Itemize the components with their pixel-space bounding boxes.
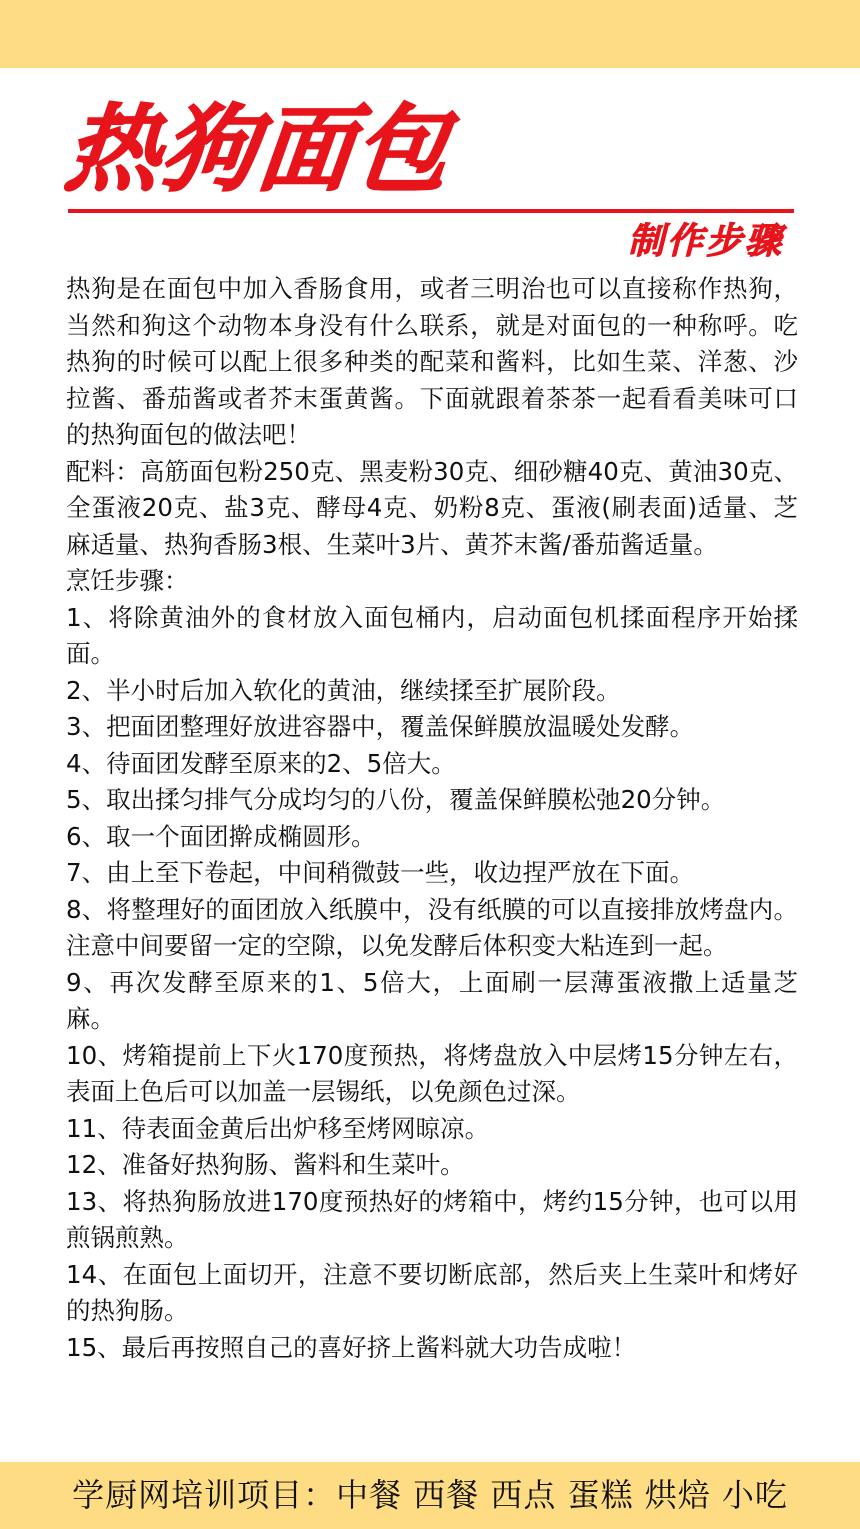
step-item: 2、半小时后加入软化的黄油，继续揉至扩展阶段。 <box>66 675 621 705</box>
step-item: 14、在面包上面切开，注意不要切断底部，然后夹上生菜叶和烤好的热狗肠。 <box>66 1259 798 1325</box>
step-item: 13、将热狗肠放进170度预热好的烤箱中，烤约15分钟，也可以用煎锅煎熟。 <box>66 1186 798 1252</box>
step-item: 12、准备好热狗肠、酱料和生菜叶。 <box>66 1150 465 1179</box>
step-item: 11、待表面金黄后出炉移至烤网晾凉。 <box>66 1113 490 1143</box>
page-title: 热狗面包 <box>60 96 456 205</box>
step-item: 5、取出揉匀排气分成均匀的八份，覆盖保鲜膜松弛20分钟。 <box>66 785 726 814</box>
footer-text: 学厨网培训项目：中餐 西餐 西点 蛋糕 烘焙 小吃 <box>72 1476 788 1514</box>
step-item: 8、将整理好的面团放入纸膜中，没有纸膜的可以直接排放烤盘内。注意中间要留一定的空隙，以免发酵后体积变大粘连到一起。 <box>66 894 798 960</box>
step-item: 10、烤箱提前上下火170度预热，将烤盘放入中层烤15分钟左右，表面上色后可以加盖一层锡纸，以免颜色过深。 <box>66 1040 798 1106</box>
step-item: 1、将除黄油外的食材放入面包桶内，启动面包机揉面程序开始揉面。 <box>66 602 798 668</box>
step-item: 7、由上至下卷起，中间稍微鼓一些，收边捏严放在下面。 <box>66 858 695 887</box>
title-divider <box>68 209 794 213</box>
intro-paragraph: 热狗是在面包中加入香肠食用，或者三明治也可以直接称作热狗，当然和狗这个动物本身没有什么联系，就是对面包的一种称呼。吃热狗的时候可以配上很多种类的配菜和酱料，比如生菜、洋葱、沙拉酱、番茄酱或者芥末蛋黄酱。下面就跟着茶茶一起看看美味可口的热狗面包的做法吧！ <box>66 274 798 449</box>
step-item: 6、取一个面团擀成椭圆形。 <box>66 821 376 851</box>
step-item: 3、把面团整理好放进容器中，覆盖保鲜膜放温暖处发酵。 <box>66 712 695 741</box>
article-body <box>66 271 798 1366</box>
page-subtitle: 制作步骤 <box>627 221 784 262</box>
step-item: 9、再次发酵至原来的1、5倍大，上面刷一层薄蛋液撒上适量芝麻。 <box>66 967 798 1033</box>
step-item: 4、待面团发酵至原来的2、5倍大。 <box>66 748 456 778</box>
step-item: 15、最后再按照自己的喜好挤上酱料就大功告成啦！ <box>66 1332 637 1362</box>
ingredients-paragraph: 配料：高筋面包粉250克、黑麦粉30克、细砂糖40克、黄油30克、全蛋液20克、盐3克、酵母4克、奶粉8克、蛋液(刷表面)适量、芝麻适量、热狗香肠3根、生菜叶3片、黄芥末酱/番茄酱适量。 <box>66 456 798 559</box>
steps-heading: 烹饪步骤： <box>66 566 189 595</box>
top-banner <box>0 0 860 68</box>
